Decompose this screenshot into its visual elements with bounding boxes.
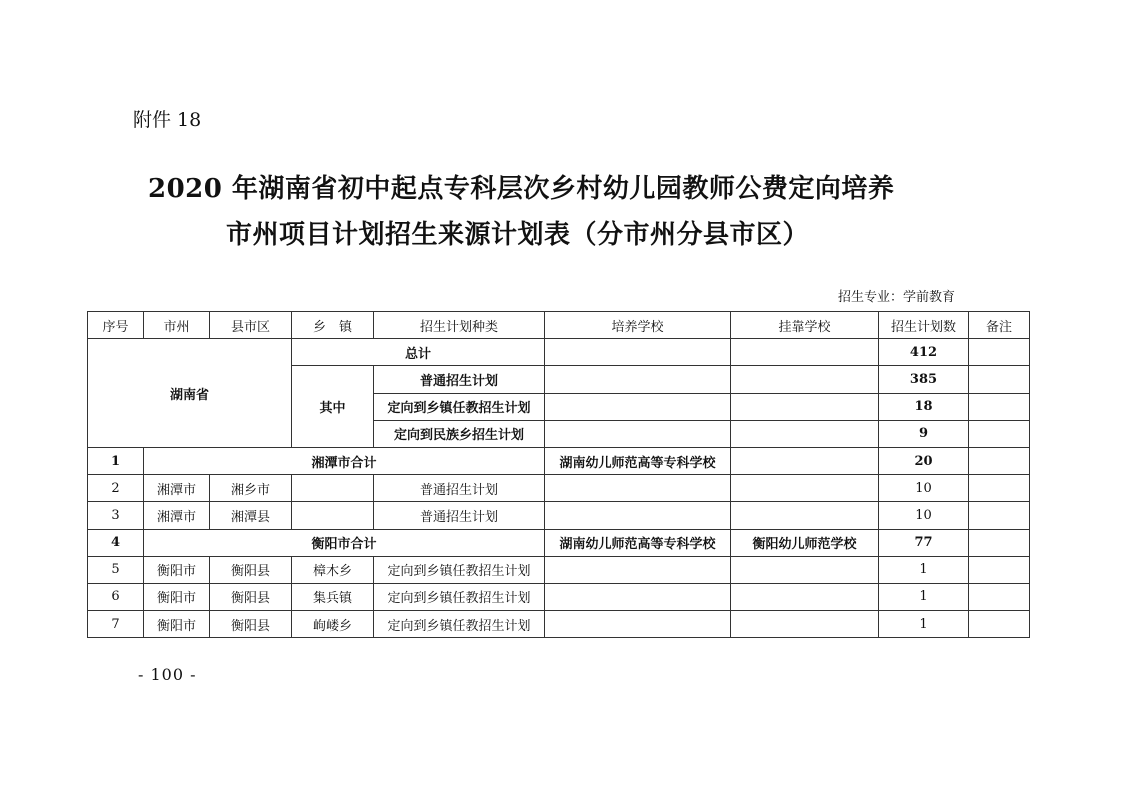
group-total-label: 衡阳市合计	[144, 529, 545, 556]
plan-type-cell: 普通招生计划	[374, 366, 545, 393]
header-cell: 备注	[969, 312, 1030, 339]
attachment-label: 附件 18	[133, 109, 202, 131]
town-cell	[292, 475, 374, 502]
plan-count-cell: 9	[879, 420, 969, 447]
city-cell: 衡阳市	[144, 611, 210, 638]
header-cell: 招生计划种类	[374, 312, 545, 339]
plan-count-cell: 1	[879, 556, 969, 583]
empty-cell	[731, 611, 879, 638]
enrollment-plan-table	[87, 311, 1030, 638]
empty-cell	[545, 556, 731, 583]
plan-count-cell: 18	[879, 393, 969, 420]
group-total-label: 湘潭市合计	[144, 447, 545, 474]
empty-cell	[545, 339, 731, 366]
plan-type-cell: 普通招生计划	[374, 502, 545, 529]
empty-cell	[731, 556, 879, 583]
plan-count-cell: 10	[879, 475, 969, 502]
plan-type-cell: 定向到乡镇任教招生计划	[374, 611, 545, 638]
table-row	[88, 529, 1030, 556]
county-cell: 湘乡市	[210, 475, 292, 502]
empty-cell	[545, 393, 731, 420]
empty-cell	[731, 339, 879, 366]
seq-cell: 7	[88, 611, 144, 638]
seq-cell: 5	[88, 556, 144, 583]
empty-cell	[969, 556, 1030, 583]
table-row	[88, 475, 1030, 502]
county-cell: 衡阳县	[210, 556, 292, 583]
empty-cell	[731, 393, 879, 420]
empty-cell	[969, 583, 1030, 610]
empty-cell	[969, 420, 1030, 447]
empty-cell	[969, 529, 1030, 556]
affiliated-school-cell: 衡阳幼儿师范学校	[731, 529, 879, 556]
group-count-cell: 20	[879, 447, 969, 474]
affiliated-school-cell	[731, 447, 879, 474]
school-cell: 湖南幼儿师范高等专科学校	[545, 529, 731, 556]
plan-type-cell: 普通招生计划	[374, 475, 545, 502]
county-cell: 湘潭县	[210, 502, 292, 529]
table-row	[88, 339, 1030, 366]
empty-cell	[969, 447, 1030, 474]
empty-cell	[545, 475, 731, 502]
seq-cell: 6	[88, 583, 144, 610]
among-label: 其中	[292, 366, 374, 448]
header-cell: 县市区	[210, 312, 292, 339]
city-cell: 衡阳市	[144, 583, 210, 610]
header-cell: 培养学校	[545, 312, 731, 339]
empty-cell	[969, 475, 1030, 502]
table-row	[88, 583, 1030, 610]
table-row	[88, 502, 1030, 529]
school-cell: 湖南幼儿师范高等专科学校	[545, 447, 731, 474]
plan-count-cell: 1	[879, 583, 969, 610]
seq-cell: 1	[88, 447, 144, 474]
empty-cell	[969, 339, 1030, 366]
town-cell	[292, 502, 374, 529]
town-cell: 集兵镇	[292, 583, 374, 610]
province-cell: 湖南省	[88, 339, 292, 448]
empty-cell	[545, 583, 731, 610]
empty-cell	[969, 393, 1030, 420]
header-cell: 市州	[144, 312, 210, 339]
header-cell: 招生计划数	[879, 312, 969, 339]
city-cell: 衡阳市	[144, 556, 210, 583]
county-cell: 衡阳县	[210, 583, 292, 610]
plan-count-cell: 10	[879, 502, 969, 529]
table-row	[88, 556, 1030, 583]
county-cell: 衡阳县	[210, 611, 292, 638]
plan-type-cell: 定向到乡镇任教招生计划	[374, 393, 545, 420]
major-label: 招生专业：学前教育	[838, 290, 956, 305]
empty-cell	[731, 366, 879, 393]
empty-cell	[545, 611, 731, 638]
empty-cell	[731, 583, 879, 610]
empty-cell	[731, 475, 879, 502]
empty-cell	[545, 366, 731, 393]
plan-type-cell: 定向到乡镇任教招生计划	[374, 583, 545, 610]
empty-cell	[969, 502, 1030, 529]
header-cell: 乡 镇	[292, 312, 374, 339]
document-title-line1: 2020 年湖南省初中起点专科层次乡村幼儿园教师公费定向培养	[148, 174, 895, 204]
city-cell: 湘潭市	[144, 502, 210, 529]
page-number: - 100 -	[138, 665, 197, 684]
table-row	[88, 611, 1030, 638]
empty-cell	[969, 366, 1030, 393]
empty-cell	[731, 420, 879, 447]
plan-count-cell: 1	[879, 611, 969, 638]
empty-cell	[545, 420, 731, 447]
table-row	[88, 447, 1030, 474]
seq-cell: 3	[88, 502, 144, 529]
header-cell: 序号	[88, 312, 144, 339]
town-cell: 岣嵝乡	[292, 611, 374, 638]
empty-cell	[731, 502, 879, 529]
table-header-row	[88, 312, 1030, 339]
total-count: 412	[879, 339, 969, 366]
group-count-cell: 77	[879, 529, 969, 556]
town-cell: 樟木乡	[292, 556, 374, 583]
total-label: 总计	[292, 339, 545, 366]
empty-cell	[545, 502, 731, 529]
plan-type-cell: 定向到民族乡招生计划	[374, 420, 545, 447]
seq-cell: 4	[88, 529, 144, 556]
plan-count-cell: 385	[879, 366, 969, 393]
document-title-line2: 市州项目计划招生来源计划表（分市州分县市区）	[226, 220, 810, 250]
plan-type-cell: 定向到乡镇任教招生计划	[374, 556, 545, 583]
seq-cell: 2	[88, 475, 144, 502]
city-cell: 湘潭市	[144, 475, 210, 502]
empty-cell	[969, 611, 1030, 638]
header-cell: 挂靠学校	[731, 312, 879, 339]
